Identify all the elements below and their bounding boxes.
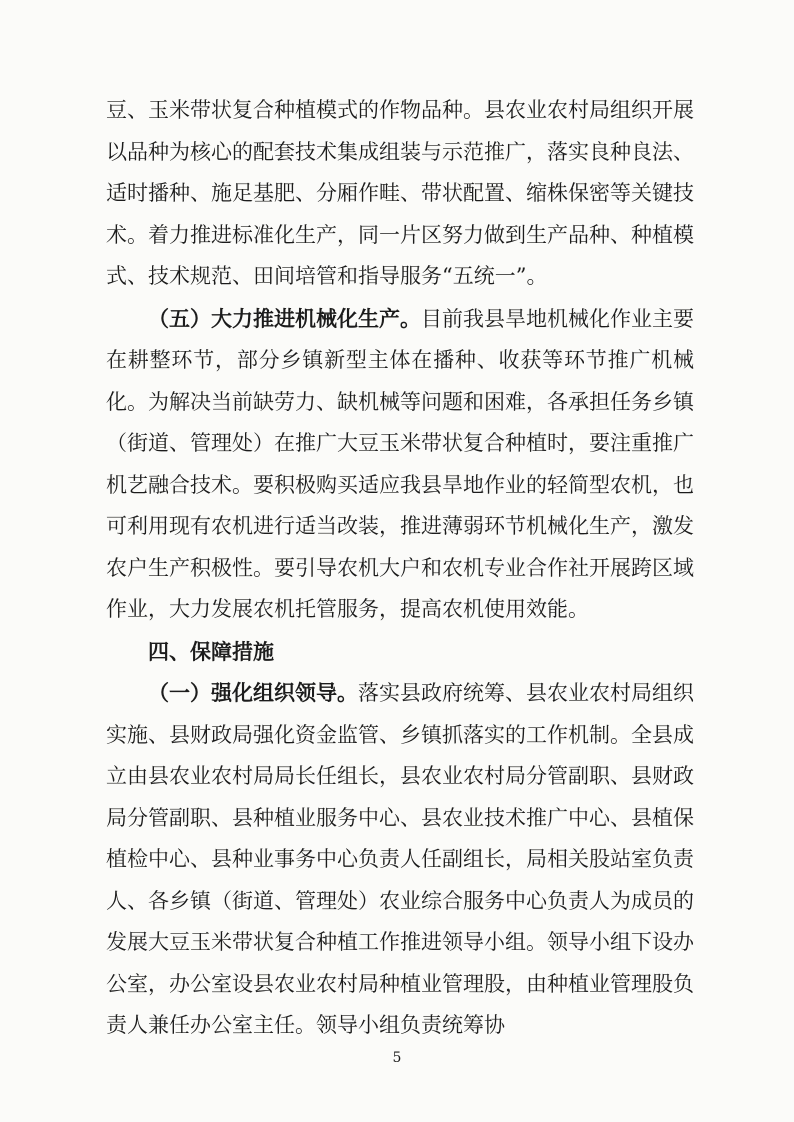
section-lead-leadership: （一）强化组织领导。 bbox=[148, 680, 358, 705]
paragraph-text: 目前我县旱地机械化作业主要在耕整环节，部分乡镇新型主体在播种、收获等环节推广机械化。为解决当前缺劳力、缺机械等问题和困难，各承担任务乡镇（街道、管理处）在推广大豆玉米带状复合种植时，要注重推广机艺融合技术。要积极购买适应我县旱地作业的轻简型农机，也可利用现有农机进行适当改装，推进薄弱环节机械化生产，激发农户生产积极性。要引导农机大户和农机专业合作社开展跨区域作业，大力发展农机托管服务，提高农机使用效能。 bbox=[106, 306, 694, 621]
paragraph-text: 豆、玉米带状复合种植模式的作物品种。县农业农村局组织开展以品种为核心的配套技术集成组装与示范推广，落实良种良法、适时播种、施足基肥、分厢作畦、带状配置、缩株保密等关键技术。着力推进标准化生产，同一片区努力做到生产品种、种植模式、技术规范、田间培管和指导服务“五统一”。 bbox=[106, 98, 694, 288]
paragraph-text: 落实县政府统筹、县农业农村局组织实施、县财政局强化资金监管、乡镇抓落实的工作机制。全县成立由县农业农村局局长任组长，县农业农村局分管副职、县财政局分管副职、县种植业服务中心、县农业技术推广中心、县植保植检中心、县种业事务中心负责人任副组长，局相关股站室负责人、各乡镇（街道、管理处）农业综合服务中心负责人为成员的发展大豆玉米带状复合种植工作推进领导小组。领导小组下设办公室，办公室设县农业农村局种植业管理股，由种植业管理股负责人兼任办公室主任。领导小组负责统筹协 bbox=[106, 681, 694, 1037]
paragraph-leadership bbox=[106, 672, 694, 1047]
section-lead-mechanization: （五）大力推进机械化生产。 bbox=[148, 305, 421, 331]
document-body bbox=[106, 90, 694, 1047]
paragraph-mechanization bbox=[106, 298, 694, 631]
page-number: 5 bbox=[392, 1050, 402, 1066]
paragraph-continuation bbox=[106, 90, 694, 298]
section-heading-safeguards: 四、保障措施 bbox=[148, 638, 274, 664]
